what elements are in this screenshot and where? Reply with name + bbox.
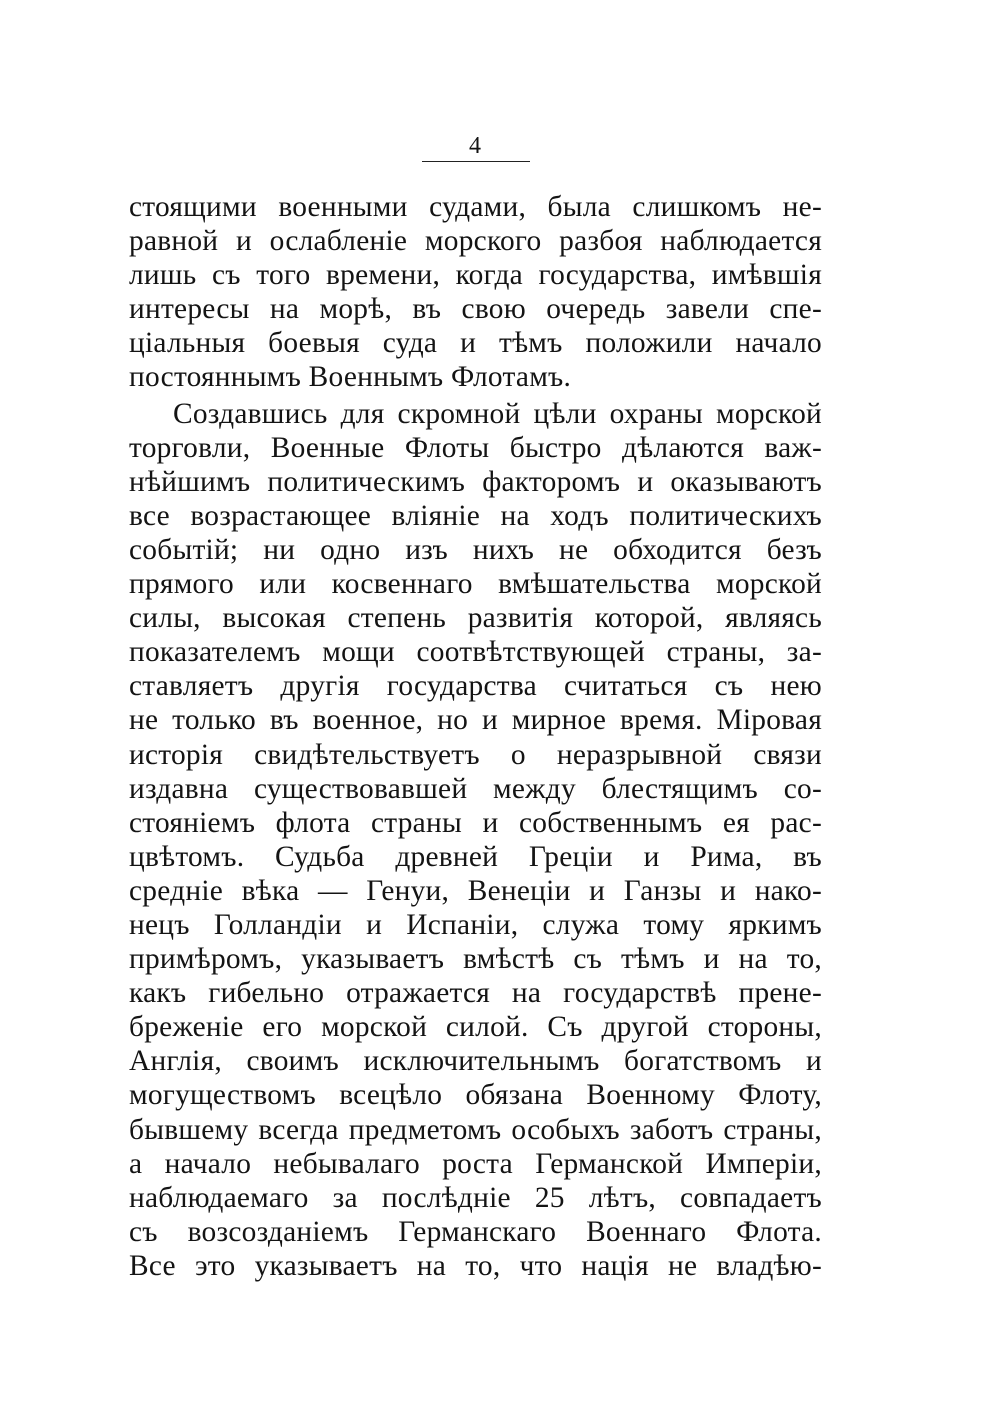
text-line: торговли, Военные Флоты быстро дѣлаются важ- [129,431,822,464]
text-line: все возрастающее вліяніе на ходъ политическихъ [129,499,822,532]
text-line: Англія, своимъ исключительнымъ богатствомъ и [129,1045,822,1078]
text-line: примѣромъ, указываетъ вмѣстѣ съ тѣмъ и на то, [129,943,822,976]
text-line: средніе вѣка — Генуи, Венеціи и Ганзы и нако- [129,874,822,907]
text-line: событій; ни одно изъ нихъ не обходится безъ [129,533,822,566]
paragraph-1 [129,190,822,395]
text-line: какъ гибельно отражается на государствѣ прене- [129,977,822,1010]
text-line: издавна существовавшей между блестящимъ со- [129,772,822,805]
text-line: съ возсозданіемъ Германскаго Военнаго Флота. [129,1215,822,1248]
text-line: а начало небывалаго роста Германской Имперіи, [129,1147,822,1180]
page-number: 4 [469,133,481,159]
text-line: показателемъ мощи соотвѣтствующей страны, за- [129,636,822,669]
text-line: нецъ Голландіи и Испаніи, служа тому яркимъ [129,908,822,941]
text-line: наблюдаемаго за послѣдніе 25 лѣтъ, совпадаетъ [129,1181,822,1214]
text-line: не только въ военное, но и мирное время. Міровая [129,704,822,737]
text-line: стояніемъ флота страны и собственнымъ ея рас- [129,806,822,839]
text-line: стоящими военными судами, была слишкомъ не- [129,191,822,223]
text-line: ставляетъ другія государства считаться съ нею [129,670,822,703]
text-line: силы, высокая степень развитія которой, являясь [129,602,822,635]
body-text [129,190,822,1283]
text-line: прямого или косвеннаго вмѣшательства морской [129,568,822,601]
text-line: интересы на морѣ, въ свою очередь завели спе- [129,293,822,326]
text-line: постояннымъ Военнымъ Флотамъ. [129,361,572,394]
text-line: могуществомъ всецѣло обязана Военному Флоту, [129,1079,822,1112]
text-line: ціальныя боевыя суда и тѣмъ положили начало [129,327,822,360]
text-line: лишь съ того времени, когда государства, имѣвшія [129,259,822,292]
text-line: Все это указываетъ на то, что нація не владѣю- [129,1249,822,1282]
text-line: бывшему всегда предметомъ особыхъ заботъ страны, [129,1113,822,1146]
text-line: равной и ослабленіе морского разбоя наблюдается [129,225,822,258]
text-line: исторія свидѣтельствуетъ о неразрывной связи [129,738,822,771]
text-line: цвѣтомъ. Судьба древней Греціи и Рима, въ [129,840,822,873]
paragraph-2 [129,397,822,1283]
text-line: бреженіе его морской силой. Съ другой стороны, [129,1011,822,1044]
page-number-rule [422,161,530,162]
text-line: нѣйшимъ политическимъ факторомъ и оказываютъ [129,465,822,498]
text-line: Создавшись для скромной цѣли охраны морской [173,397,822,430]
